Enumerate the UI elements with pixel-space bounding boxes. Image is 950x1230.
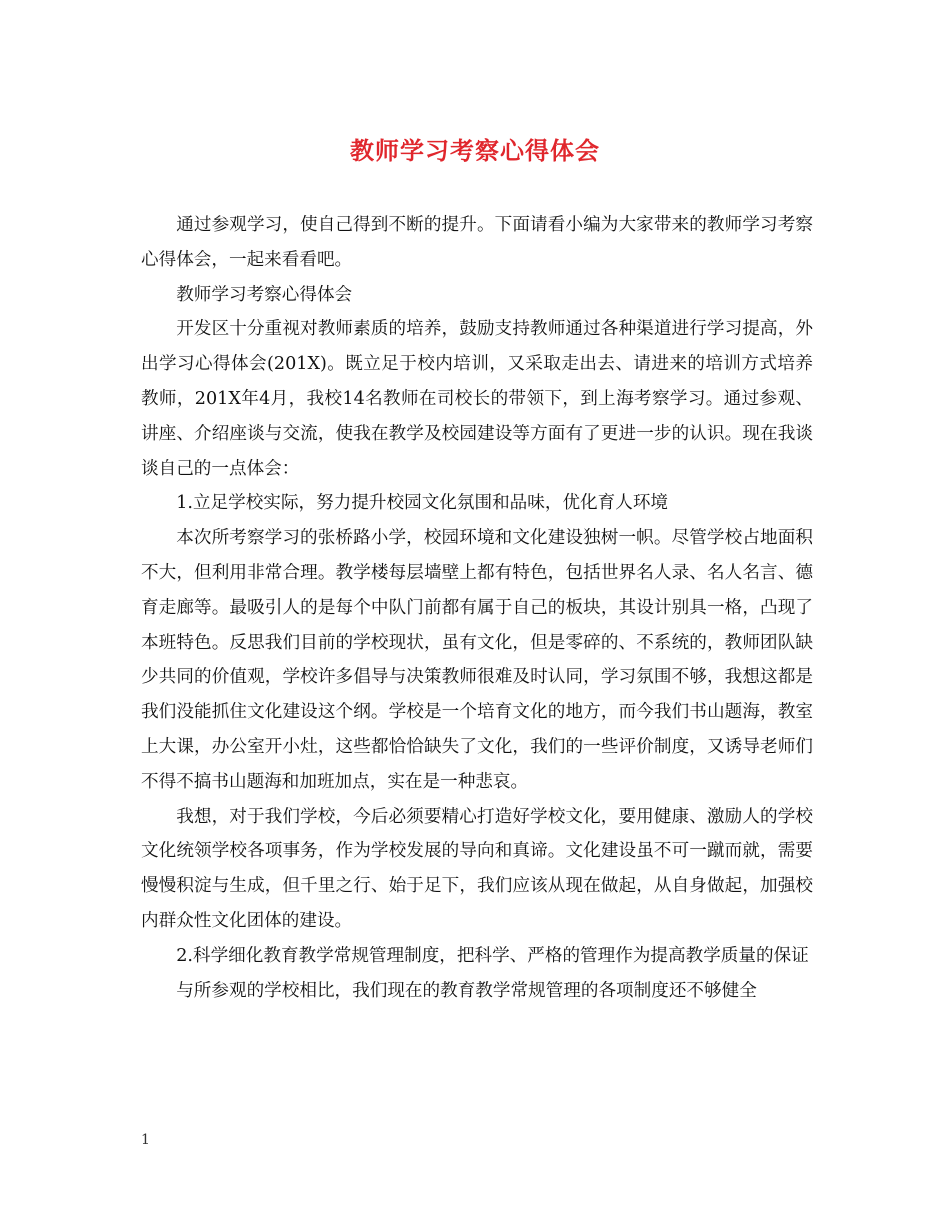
paragraph-subtitle: 教师学习考察心得体会 xyxy=(176,284,353,305)
page-number: 1 xyxy=(141,1132,150,1148)
document-title: 教师学习考察心得体会 xyxy=(350,137,600,165)
paragraph-management: 与所参观的学校相比，我们现在的教育教学常规管理的各项制度还不够健全 xyxy=(176,980,757,1001)
paragraph-reflection: 我想，对于我们学校，今后必须要精心打造好学校文化，要用健康、激励人的学校文化统领学校各项事务，作为学校发展的导向和真谛。文化建设虽不可一蹴而就，需要慢慢积淀与生成，但千里之行、始于足下，我们应该从现在做起，从自身做起，加强校内群众性文化团体的建设。 xyxy=(141,806,813,931)
paragraph-campus-culture: 本次所考察学习的张桥路小学，校园环境和文化建设独树一帜。尽管学校占地面积不大，但利用非常合理。教学楼每层墙壁上都有特色，包括世界名人录、名人名言、德育走廊等。最吸引人的是每个中队门前都有属于自己的板块，其设计别具一格，凸现了本班特色。反思我们目前的学校现状，虽有文化，但是零碎的、不系统的，教师团队缺少共同的价值观，学校许多倡导与决策教师很难及时认同，学习氛围不够，我想这都是我们没能抓住文化建设这个纲。学校是一个培育文化的地方，而今我们书山题海，教室上大课，办公室开小灶，这些都恰恰缺失了文化，我们的一些评价制度，又诱导老师们不得不搞书山题海和加班加点，实在是一种悲哀。 xyxy=(141,528,813,792)
section-heading-1: 1.立足学校实际，努力提升校园文化氛围和品味，优化育人环境 xyxy=(176,493,669,514)
paragraph-intro: 通过参观学习，使自己得到不断的提升。下面请看小编为大家带来的教师学习考察心得体会，一起来看看吧。 xyxy=(141,215,813,270)
section-heading-2: 2.科学细化教育教学常规管理制度，把科学、严格的管理作为提高教学质量的保证 xyxy=(176,945,809,966)
document-body xyxy=(141,208,813,1008)
paragraph-background: 开发区十分重视对教师素质的培养，鼓励支持教师通过各种渠道进行学习提高，外出学习心得体会(201X)。既立足于校内培训，又采取走出去、请进来的培训方式培养教师，201X年4月，我校14名教师在司校长的带领下，到上海考察学习。通过参观、讲座、介绍座谈与交流，使我在教学及校园建设等方面有了更进一步的认识。现在我谈谈自己的一点体会： xyxy=(141,319,813,479)
